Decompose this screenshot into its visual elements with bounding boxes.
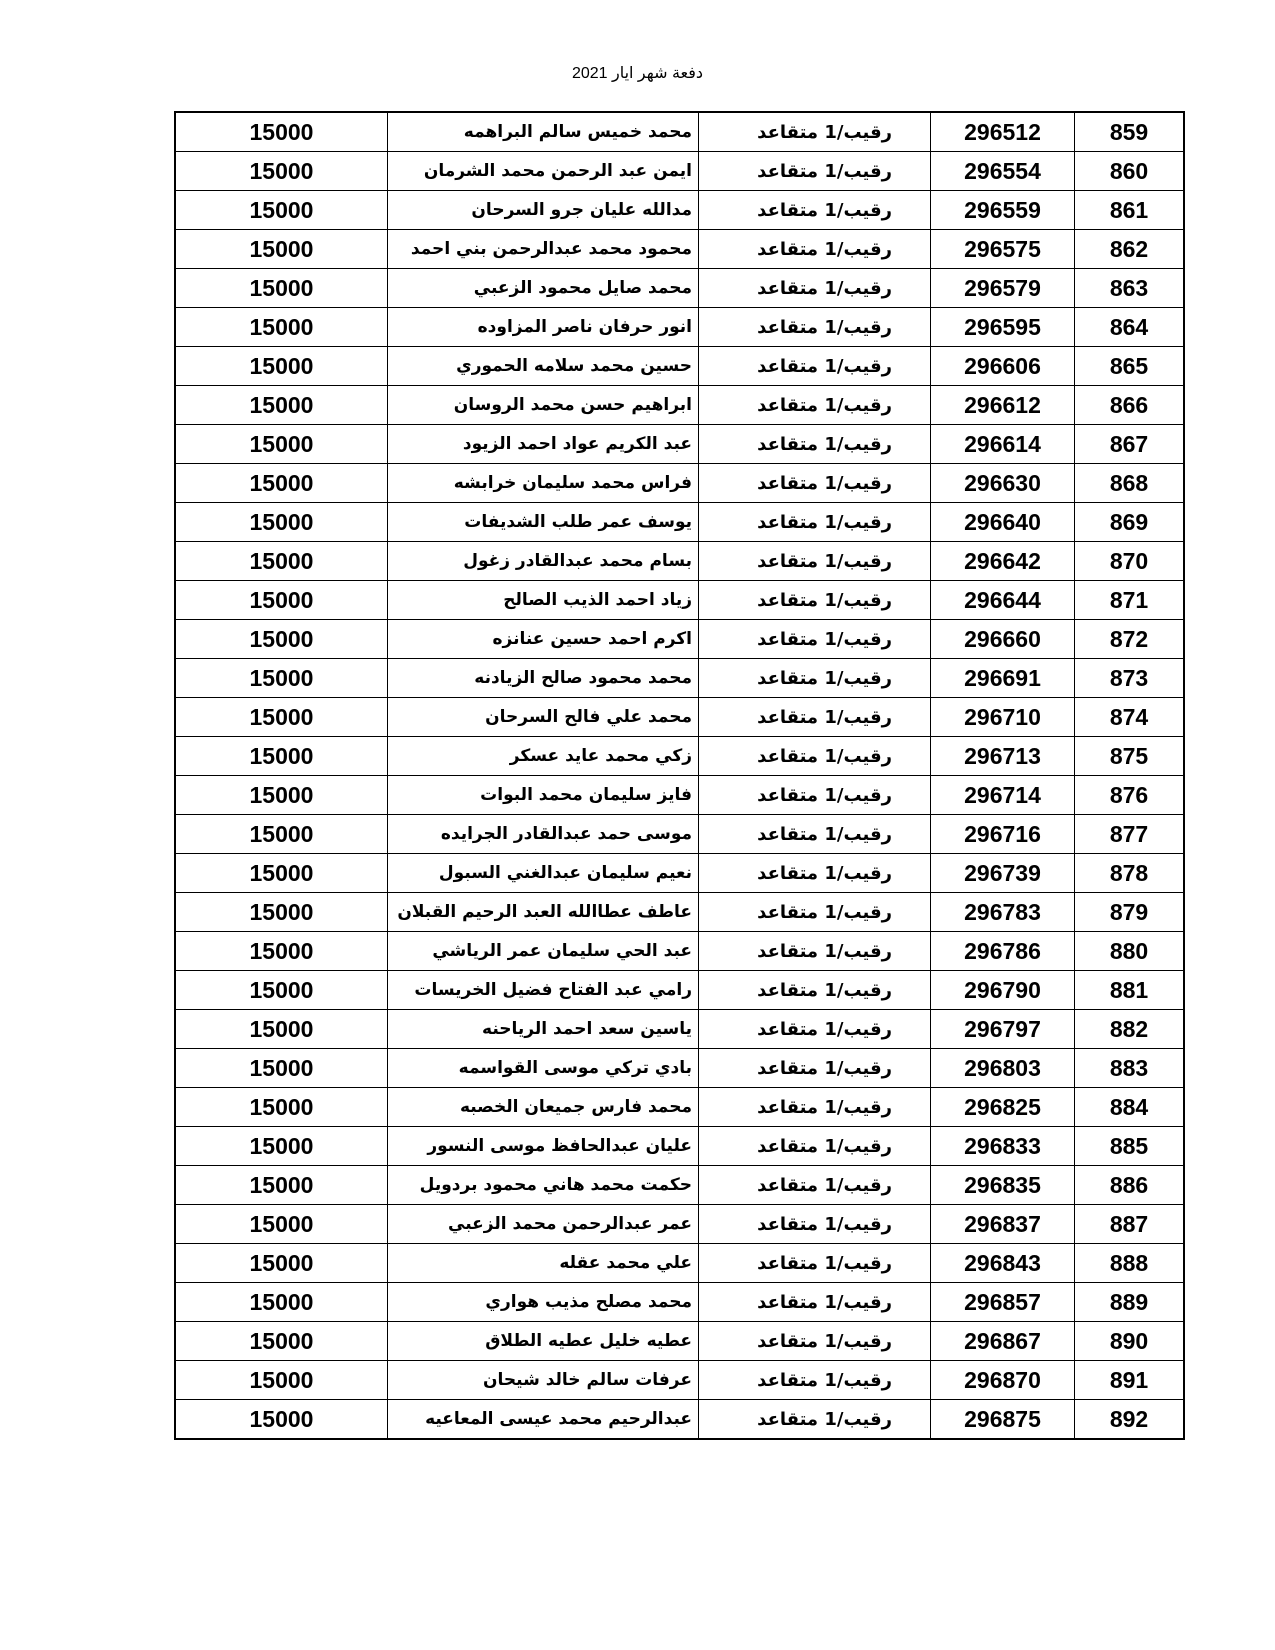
table-row (175, 1283, 1184, 1322)
rank-cell: رقيب/1 متقاعد (699, 932, 931, 971)
rank-cell: رقيب/1 متقاعد (699, 1361, 931, 1400)
military-number-cell: 296630 (931, 464, 1075, 503)
military-number-cell: 296554 (931, 152, 1075, 191)
amount-cell: 15000 (175, 425, 388, 464)
name-cell: محمد علي فالح السرحان (388, 698, 699, 737)
military-number-cell: 296714 (931, 776, 1075, 815)
serial-number-cell: 892 (1075, 1400, 1185, 1440)
name-cell: ياسين سعد احمد الرياحنه (388, 1010, 699, 1049)
table-body (175, 112, 1184, 1439)
table-row (175, 1400, 1184, 1440)
military-number-cell: 296660 (931, 620, 1075, 659)
amount-cell: 15000 (175, 1283, 388, 1322)
military-number-cell: 296612 (931, 386, 1075, 425)
table-row (175, 1049, 1184, 1088)
table-row (175, 737, 1184, 776)
rank-cell: رقيب/1 متقاعد (699, 1166, 931, 1205)
name-cell: انور حرفان ناصر المزاوده (388, 308, 699, 347)
rank-cell: رقيب/1 متقاعد (699, 230, 931, 269)
serial-number-cell: 890 (1075, 1322, 1185, 1361)
serial-number-cell: 861 (1075, 191, 1185, 230)
amount-cell: 15000 (175, 269, 388, 308)
table-row (175, 386, 1184, 425)
table-row (175, 971, 1184, 1010)
table-row (175, 893, 1184, 932)
military-number-cell: 296837 (931, 1205, 1075, 1244)
amount-cell: 15000 (175, 1205, 388, 1244)
serial-number-cell: 872 (1075, 620, 1185, 659)
amount-cell: 15000 (175, 1127, 388, 1166)
name-cell: فايز سليمان محمد البوات (388, 776, 699, 815)
table-row (175, 230, 1184, 269)
military-number-cell: 296843 (931, 1244, 1075, 1283)
rank-cell: رقيب/1 متقاعد (699, 581, 931, 620)
table-row (175, 932, 1184, 971)
table-row (175, 1166, 1184, 1205)
amount-cell: 15000 (175, 854, 388, 893)
serial-number-cell: 884 (1075, 1088, 1185, 1127)
table-row (175, 1088, 1184, 1127)
name-cell: محمود محمد عبدالرحمن بني احمد (388, 230, 699, 269)
serial-number-cell: 868 (1075, 464, 1185, 503)
serial-number-cell: 865 (1075, 347, 1185, 386)
amount-cell: 15000 (175, 1400, 388, 1440)
rank-cell: رقيب/1 متقاعد (699, 269, 931, 308)
amount-cell: 15000 (175, 308, 388, 347)
serial-number-cell: 878 (1075, 854, 1185, 893)
amount-cell: 15000 (175, 1244, 388, 1283)
table-row (175, 659, 1184, 698)
table-row (175, 698, 1184, 737)
name-cell: محمد فارس جميعان الخصبه (388, 1088, 699, 1127)
rank-cell: رقيب/1 متقاعد (699, 1049, 931, 1088)
military-number-cell: 296716 (931, 815, 1075, 854)
page-title: دفعة شهر ايار 2021 (571, 65, 704, 82)
name-cell: محمد محمود صالح الزيادنه (388, 659, 699, 698)
serial-number-cell: 864 (1075, 308, 1185, 347)
military-number-cell: 296559 (931, 191, 1075, 230)
serial-number-cell: 891 (1075, 1361, 1185, 1400)
table-row (175, 776, 1184, 815)
rank-cell: رقيب/1 متقاعد (699, 1010, 931, 1049)
serial-number-cell: 889 (1075, 1283, 1185, 1322)
military-number-cell: 296857 (931, 1283, 1075, 1322)
military-number-cell: 296825 (931, 1088, 1075, 1127)
amount-cell: 15000 (175, 893, 388, 932)
rank-cell: رقيب/1 متقاعد (699, 1283, 931, 1322)
amount-cell: 15000 (175, 1361, 388, 1400)
serial-number-cell: 859 (1075, 112, 1185, 152)
military-number-cell: 296512 (931, 112, 1075, 152)
name-cell: نعيم سليمان عبدالغني السبول (388, 854, 699, 893)
serial-number-cell: 867 (1075, 425, 1185, 464)
amount-cell: 15000 (175, 386, 388, 425)
serial-number-cell: 880 (1075, 932, 1185, 971)
amount-cell: 15000 (175, 1322, 388, 1361)
rank-cell: رقيب/1 متقاعد (699, 659, 931, 698)
rank-cell: رقيب/1 متقاعد (699, 620, 931, 659)
table-row (175, 542, 1184, 581)
military-number-cell: 296595 (931, 308, 1075, 347)
name-cell: موسى حمد عبدالقادر الجرايده (388, 815, 699, 854)
amount-cell: 15000 (175, 932, 388, 971)
table-row (175, 112, 1184, 152)
military-number-cell: 296579 (931, 269, 1075, 308)
rank-cell: رقيب/1 متقاعد (699, 815, 931, 854)
name-cell: عليان عبدالحافظ موسى النسور (388, 1127, 699, 1166)
rank-cell: رقيب/1 متقاعد (699, 698, 931, 737)
name-cell: بادي تركي موسى القواسمه (388, 1049, 699, 1088)
amount-cell: 15000 (175, 698, 388, 737)
military-number-cell: 296797 (931, 1010, 1075, 1049)
military-number-cell: 296575 (931, 230, 1075, 269)
rank-cell: رقيب/1 متقاعد (699, 112, 931, 152)
military-number-cell: 296786 (931, 932, 1075, 971)
table-row (175, 347, 1184, 386)
amount-cell: 15000 (175, 503, 388, 542)
rank-cell: رقيب/1 متقاعد (699, 971, 931, 1010)
amount-cell: 15000 (175, 737, 388, 776)
rank-cell: رقيب/1 متقاعد (699, 464, 931, 503)
military-number-cell: 296870 (931, 1361, 1075, 1400)
table-row (175, 425, 1184, 464)
name-cell: بسام محمد عبدالقادر زغول (388, 542, 699, 581)
name-cell: عرفات سالم خالد شيحان (388, 1361, 699, 1400)
name-cell: عبد الحي سليمان عمر الرياشي (388, 932, 699, 971)
name-cell: ايمن عبد الرحمن محمد الشرمان (388, 152, 699, 191)
table-row (175, 815, 1184, 854)
table-row (175, 1205, 1184, 1244)
rank-cell: رقيب/1 متقاعد (699, 1088, 931, 1127)
amount-cell: 15000 (175, 659, 388, 698)
amount-cell: 15000 (175, 815, 388, 854)
rank-cell: رقيب/1 متقاعد (699, 776, 931, 815)
amount-cell: 15000 (175, 971, 388, 1010)
military-number-cell: 296691 (931, 659, 1075, 698)
serial-number-cell: 881 (1075, 971, 1185, 1010)
amount-cell: 15000 (175, 1088, 388, 1127)
table-row (175, 1010, 1184, 1049)
military-number-cell: 296642 (931, 542, 1075, 581)
military-number-cell: 296644 (931, 581, 1075, 620)
table-row (175, 854, 1184, 893)
serial-number-cell: 874 (1075, 698, 1185, 737)
military-number-cell: 296833 (931, 1127, 1075, 1166)
name-cell: محمد مصلح مذيب هواري (388, 1283, 699, 1322)
military-number-cell: 296713 (931, 737, 1075, 776)
name-cell: حكمت محمد هاني محمود بردويل (388, 1166, 699, 1205)
name-cell: حسين محمد سلامه الحموري (388, 347, 699, 386)
name-cell: زياد احمد الذيب الصالح (388, 581, 699, 620)
serial-number-cell: 888 (1075, 1244, 1185, 1283)
amount-cell: 15000 (175, 1010, 388, 1049)
amount-cell: 15000 (175, 347, 388, 386)
military-number-cell: 296614 (931, 425, 1075, 464)
amount-cell: 15000 (175, 776, 388, 815)
military-number-cell: 296606 (931, 347, 1075, 386)
military-number-cell: 296867 (931, 1322, 1075, 1361)
amount-cell: 15000 (175, 191, 388, 230)
table-row (175, 620, 1184, 659)
name-cell: عاطف عطاالله العبد الرحيم القبلان (388, 893, 699, 932)
name-cell: مدالله عليان جرو السرحان (388, 191, 699, 230)
name-cell: محمد خميس سالم البراهمه (388, 112, 699, 152)
rank-cell: رقيب/1 متقاعد (699, 893, 931, 932)
military-number-cell: 296790 (931, 971, 1075, 1010)
name-cell: اكرم احمد حسين عنانزه (388, 620, 699, 659)
rank-cell: رقيب/1 متقاعد (699, 542, 931, 581)
amount-cell: 15000 (175, 581, 388, 620)
serial-number-cell: 887 (1075, 1205, 1185, 1244)
rank-cell: رقيب/1 متقاعد (699, 1205, 931, 1244)
serial-number-cell: 866 (1075, 386, 1185, 425)
serial-number-cell: 886 (1075, 1166, 1185, 1205)
rank-cell: رقيب/1 متقاعد (699, 308, 931, 347)
serial-number-cell: 879 (1075, 893, 1185, 932)
military-number-cell: 296803 (931, 1049, 1075, 1088)
rank-cell: رقيب/1 متقاعد (699, 152, 931, 191)
name-cell: يوسف عمر طلب الشديفات (388, 503, 699, 542)
serial-number-cell: 860 (1075, 152, 1185, 191)
rank-cell: رقيب/1 متقاعد (699, 503, 931, 542)
rank-cell: رقيب/1 متقاعد (699, 386, 931, 425)
name-cell: رامي عبد الفتاح فضيل الخريسات (388, 971, 699, 1010)
rank-cell: رقيب/1 متقاعد (699, 1127, 931, 1166)
military-number-cell: 296835 (931, 1166, 1075, 1205)
table-row (175, 308, 1184, 347)
military-number-cell: 296710 (931, 698, 1075, 737)
amount-cell: 15000 (175, 152, 388, 191)
serial-number-cell: 882 (1075, 1010, 1185, 1049)
serial-number-cell: 869 (1075, 503, 1185, 542)
name-cell: ابراهيم حسن محمد الروسان (388, 386, 699, 425)
amount-cell: 15000 (175, 1049, 388, 1088)
table-row (175, 1127, 1184, 1166)
name-cell: عبدالرحيم محمد عيسى المعاعيه (388, 1400, 699, 1440)
rank-cell: رقيب/1 متقاعد (699, 425, 931, 464)
serial-number-cell: 873 (1075, 659, 1185, 698)
table-row (175, 269, 1184, 308)
serial-number-cell: 875 (1075, 737, 1185, 776)
serial-number-cell: 862 (1075, 230, 1185, 269)
rank-cell: رقيب/1 متقاعد (699, 1400, 931, 1440)
table-row (175, 152, 1184, 191)
amount-cell: 15000 (175, 112, 388, 152)
rank-cell: رقيب/1 متقاعد (699, 1322, 931, 1361)
name-cell: عبد الكريم عواد احمد الزيود (388, 425, 699, 464)
table-row (175, 1322, 1184, 1361)
table-row (175, 1361, 1184, 1400)
military-number-cell: 296640 (931, 503, 1075, 542)
name-cell: علي محمد عقله (388, 1244, 699, 1283)
table-row (175, 464, 1184, 503)
rank-cell: رقيب/1 متقاعد (699, 854, 931, 893)
table-row (175, 191, 1184, 230)
military-number-cell: 296739 (931, 854, 1075, 893)
name-cell: عطيه خليل عطيه الطلاق (388, 1322, 699, 1361)
serial-number-cell: 870 (1075, 542, 1185, 581)
name-cell: زكي محمد عايد عسكر (388, 737, 699, 776)
amount-cell: 15000 (175, 620, 388, 659)
table-row (175, 581, 1184, 620)
amount-cell: 15000 (175, 1166, 388, 1205)
serial-number-cell: 871 (1075, 581, 1185, 620)
serial-number-cell: 883 (1075, 1049, 1185, 1088)
rank-cell: رقيب/1 متقاعد (699, 1244, 931, 1283)
payment-table (174, 111, 1185, 1440)
serial-number-cell: 876 (1075, 776, 1185, 815)
serial-number-cell: 863 (1075, 269, 1185, 308)
military-number-cell: 296875 (931, 1400, 1075, 1440)
amount-cell: 15000 (175, 230, 388, 269)
rank-cell: رقيب/1 متقاعد (699, 347, 931, 386)
table-row (175, 1244, 1184, 1283)
amount-cell: 15000 (175, 542, 388, 581)
rank-cell: رقيب/1 متقاعد (699, 191, 931, 230)
military-number-cell: 296783 (931, 893, 1075, 932)
name-cell: فراس محمد سليمان خرابشه (388, 464, 699, 503)
amount-cell: 15000 (175, 464, 388, 503)
serial-number-cell: 885 (1075, 1127, 1185, 1166)
table-row (175, 503, 1184, 542)
name-cell: محمد صايل محمود الزعبي (388, 269, 699, 308)
name-cell: عمر عبدالرحمن محمد الزعبي (388, 1205, 699, 1244)
serial-number-cell: 877 (1075, 815, 1185, 854)
rank-cell: رقيب/1 متقاعد (699, 737, 931, 776)
